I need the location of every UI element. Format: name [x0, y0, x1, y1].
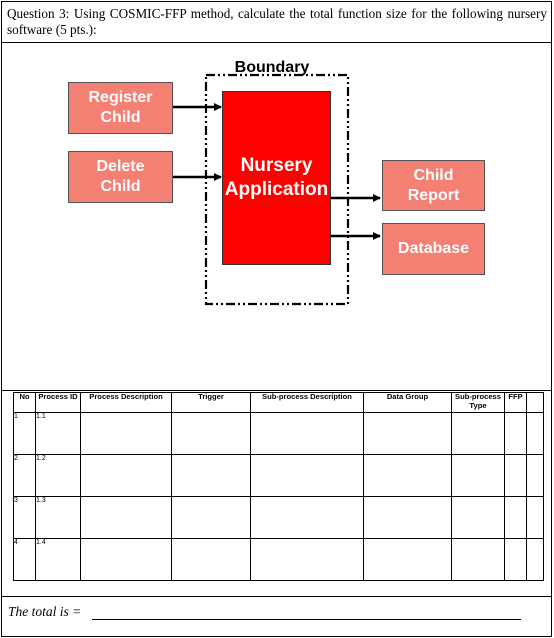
- cell-no: 2: [14, 455, 36, 497]
- database-label: Database: [397, 240, 470, 257]
- cell-process-description[interactable]: [81, 455, 172, 497]
- table-row: [14, 413, 544, 455]
- cell-extra[interactable]: [527, 455, 544, 497]
- cell-subprocess-type[interactable]: [452, 539, 505, 581]
- cell-extra[interactable]: [527, 413, 544, 455]
- cell-subprocess-type[interactable]: [452, 455, 505, 497]
- cell-process-id: 1.3: [36, 497, 81, 539]
- header-process-id: Process ID: [36, 393, 81, 413]
- table-header-row: [14, 393, 544, 413]
- cell-process-id: 1.1: [36, 413, 81, 455]
- child-report-line1: Child: [413, 166, 454, 184]
- cell-ffp[interactable]: [505, 497, 527, 539]
- cell-process-description[interactable]: [81, 539, 172, 581]
- header-process-description: Process Description: [81, 393, 172, 413]
- cell-subprocess-type[interactable]: [452, 413, 505, 455]
- header-ffp: FFP: [505, 393, 527, 413]
- table-row: [14, 497, 544, 539]
- header-extra: [527, 393, 544, 413]
- total-answer-line[interactable]: [92, 619, 521, 620]
- cell-ffp[interactable]: [505, 539, 527, 581]
- total-label: The total is =: [8, 604, 82, 619]
- app-line2: Application: [224, 179, 329, 200]
- cell-subprocess-description[interactable]: [251, 497, 364, 539]
- cell-extra[interactable]: [527, 497, 544, 539]
- cell-no: 4: [14, 539, 36, 581]
- cell-no: 1: [14, 413, 36, 455]
- cell-trigger[interactable]: [172, 413, 251, 455]
- register-child-line2: Child: [100, 109, 141, 126]
- cell-process-id: 1.4: [36, 539, 81, 581]
- child-report-box: [382, 160, 485, 211]
- database-box: [382, 223, 485, 275]
- cell-ffp[interactable]: [505, 455, 527, 497]
- cell-subprocess-type[interactable]: [452, 497, 505, 539]
- cell-data-group[interactable]: [364, 413, 452, 455]
- question-text: Question 3: Using COSMIC-FFP method, calculate the total function size for the following nursery software (5 pts.):: [7, 6, 547, 37]
- delete-child-line1: Delete: [96, 158, 145, 175]
- cell-trigger[interactable]: [172, 539, 251, 581]
- header-no: No: [14, 393, 36, 413]
- cell-data-group[interactable]: [364, 539, 452, 581]
- table-row: [14, 539, 544, 581]
- cell-process-description[interactable]: [81, 497, 172, 539]
- cell-subprocess-description[interactable]: [251, 455, 364, 497]
- cosmic-table: [13, 392, 544, 581]
- delete-child-line2: Child: [100, 178, 141, 195]
- boundary-label: Boundary: [234, 59, 310, 76]
- register-child-line1: Register: [88, 89, 153, 106]
- cell-data-group[interactable]: [364, 455, 452, 497]
- table-row: [14, 455, 544, 497]
- cell-data-group[interactable]: [364, 497, 452, 539]
- child-report-line2: Report: [407, 186, 460, 204]
- cell-trigger[interactable]: [172, 455, 251, 497]
- header-subprocess-description: Sub-process Description: [251, 393, 364, 413]
- cell-extra[interactable]: [527, 539, 544, 581]
- delete-child-box: [68, 151, 173, 203]
- register-child-box: [68, 82, 173, 134]
- header-trigger: Trigger: [172, 393, 251, 413]
- header-data-group: Data Group: [364, 393, 452, 413]
- cell-subprocess-description[interactable]: [251, 539, 364, 581]
- cell-process-id: 1.2: [36, 455, 81, 497]
- nursery-application-box: [222, 91, 331, 265]
- cell-process-description[interactable]: [81, 413, 172, 455]
- cell-subprocess-description[interactable]: [251, 413, 364, 455]
- cell-ffp[interactable]: [505, 413, 527, 455]
- cell-no: 3: [14, 497, 36, 539]
- header-subprocess-type: Sub-process Type: [452, 393, 505, 413]
- app-line1: Nursery: [240, 155, 313, 176]
- cell-trigger[interactable]: [172, 497, 251, 539]
